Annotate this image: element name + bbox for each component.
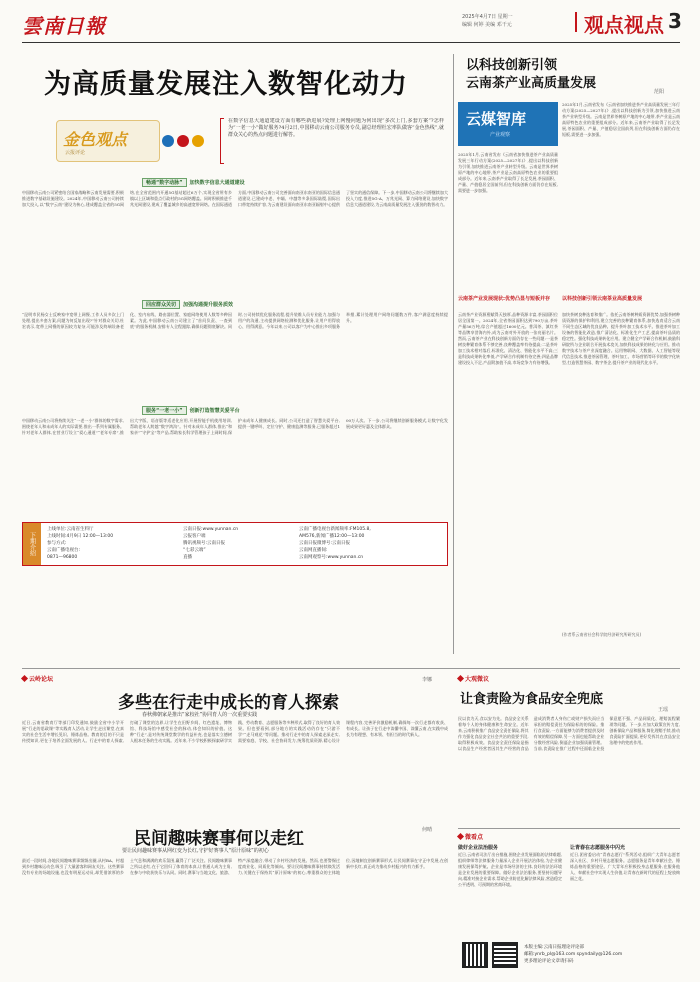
issue-date: 2025年4月7日 星期一: [462, 14, 513, 20]
section1-header: [142, 178, 245, 187]
education-author: 李娜: [422, 677, 433, 683]
right-subhead-2: 云南茶产业发展现状:优势凸显与短板并存: [458, 296, 551, 302]
broadcast-box: [22, 522, 448, 566]
micro-title-2: 让青春在志愿服务中闪光: [570, 845, 626, 851]
forum-label-text: 云岭论坛: [29, 676, 54, 683]
section2-text: “昆明市民杨女士反映家中宽带上网慢,工作人员多次上门处理,提出多套方案,问题为何反复出现?”针对群众关切,杜宏表示,宽带上网慢的原因较为复杂,可能涉及终端设备老化、室内布线、路由器位置、家庭网络使用人数等多种因素。为此,中国移动云南公司建立了“首问负责、一查到底”的服务机制,安排专人全程跟踪,确保问题彻底解决。同时,公司持续优化服务流程,提升装维人员专业能力,加强与用户的沟通,主动提供网络检测和优化服务,让用户用得放心、用得满意。今年以来,公司以客户为中心推出多项服务举措,累计处理用户网络问题数万件,客户满意度持续提升。: [22, 312, 448, 329]
right-text-2: 云南茶产业资源禀赋得天独厚,品种资源丰富,茶园面积位居全国第一。2024年,全省茶园面积达到790万亩,茶叶产量56万吨,综合产值超过1600亿元。普洱茶、滇红茶等品牌享誉海内外,成为云南对外开放的一张亮丽名片。然而,云南茶产业在科技创新方面仍存在一些问题:一是茶树良种繁育体系不够完善,良种覆盖率有待提高;二是茶叶加工技术相对落后,标准化、清洁化、智能化水平不高;三是科技成果转化率低,产学研合作机制有待完善;四是品牌建设投入不足,产品附加值不高,市场竞争力有待增强。: [458, 312, 558, 365]
education-text: 近日,云南省教育厅等部门印发通知,鼓励全省中小学开展“行走的思政课”等实践育人活动,让学生走出课堂,在真实的社会生活中增长见识、锤炼品格。教育的目的不只是传授知识,更在于培养全面发展的人。行走中的育人探索,打破了课堂的边界,让学生在田野乡间、红色遗址、博物馆、科技场馆中感受社会的脉动,体会知识的价值。这种“行走”,是对传统课堂教学的有益补充,也是落实立德树人根本任务的生动实践。近年来,不少学校积极探索研学实践、劳动教育、志愿服务等多种形式,取得了良好的育人效果。但也要看到,部分地方的实践活动仍存在“只游不学”“走马观花”等问题。推动行走中的育人探索走深走实,需要家庭、学校、社会协同发力,统筹优质资源,精心设计课程内容,完善评价激励机制,确保每一次行走都有收获、有成长。让孩子在行走中读懂中国、读懂云南,在实践中成长为有理想、有本领、有担当的时代新人。: [22, 720, 448, 743]
section-rule: [22, 668, 680, 669]
education-deck: 春秋佛朝家是推出“家校社”协同育人的一次重要实践: [142, 712, 258, 718]
golden-view-badge: [56, 120, 160, 162]
folk-author: 何晴: [422, 827, 433, 833]
section2-header: [142, 300, 233, 309]
forum-icon: [21, 675, 28, 682]
sponsor-logo-icon: [162, 135, 174, 147]
food-label-text: 大观微议: [465, 676, 490, 683]
lead-intro: 在数字信息大通道建设方面有哪些新进展?处理上网慢问题为何出现“多次上门,多套方案”?怎样为“一老一小”做好服务?4月2日,中国移动云南公司服务专员,副总经理杜宏率队做客“金色热线”,就群众关心的热点问题进行解答。: [228, 118, 444, 138]
micro-view: [458, 832, 680, 972]
badge-logos: [162, 126, 210, 156]
section1-subtitle: 加快数字信息大通道建设: [189, 180, 245, 186]
micro-text-1: 近日,云南省司法厅出台措施,围绕企业发展面临的法律难题,组织律师等法律服务力量深入企业开展法治体检,为企业健康发展保驾护航。企业是市场经济的主体,良好的法治环境是企业发展的重要保障。做好企业法治服务,要坚持问题导向,精准对接企业需求,帮助企业防范化解法律风险,营造稳定公平透明、可预期的营商环境。: [458, 852, 562, 887]
think-tank-badge: [458, 102, 558, 146]
section2-title: 回应群众关切: [142, 300, 180, 309]
qr-code-icon[interactable]: [492, 942, 518, 968]
sponsor-logo-icon: [192, 135, 204, 147]
right-subhead-3: 以科技创新引领云南茶业高质量发展: [562, 296, 643, 302]
issue-editor: 编辑 何婷 美编 邓干元: [462, 22, 512, 28]
education-headline: 多些在行走中成长的育人探索: [118, 693, 339, 713]
micro-label: [458, 832, 483, 841]
section3-subtitle: 创新打造智慧关爱平台: [189, 408, 240, 414]
section-name: 观点视点: [584, 13, 664, 37]
broadcast-mid: 云南日报:www.yunnan.cn 云报客户端 腾讯视频号:云南日报 “七彩云端” 直播: [183, 527, 239, 560]
folk-headline: 民间趣味赛事何以走红: [134, 829, 304, 849]
food-label: [458, 674, 489, 683]
broadcast-right: 云南广播电视台新闻频率:FM105.8, AM576,新闻广播12:00—13:00 云南日报微博号:云南日报 云南网直播间: 云南网观察号:www.yunnan.cn: [299, 527, 371, 560]
right-footer: (作者系云南省社会科学院经济研究所研究员): [562, 632, 642, 637]
right-headline-1: 以科技创新引领: [466, 58, 558, 73]
newspaper-logo: 雲南日報: [22, 14, 106, 38]
food-article: [458, 674, 680, 824]
food-headline: 让食责险为食品安全兜底: [460, 692, 604, 707]
page-number: 3: [668, 9, 682, 33]
micro-label-text: 微看点: [465, 834, 484, 841]
section3-title: 服务“一老一小”: [142, 406, 187, 415]
broadcast-time: 上线单位:云南省生料厅 上线时间:4月9日 12:00—13:00 参与方式: 云南广播电视台: 0871—96800: [47, 527, 114, 560]
food-author: 王瑶: [658, 707, 669, 713]
micro-title-1: 做好企业法治服务: [458, 845, 499, 851]
sponsor-logo-icon: [177, 135, 189, 147]
micro-text-2: 近日,团省委启动“青春志愿行”系列活动,组织广大青年志愿者深入社区、乡村开展志愿服务。志愿服务是青年奉献社会、锤炼品格的重要途径。广大青年应积极投身志愿服务,在服务他人、奉献社会中实现人生价值,让青春在新时代的征程上绽放绚丽之花。: [570, 852, 680, 881]
section3-header: [142, 406, 240, 415]
masthead-rule: [22, 42, 680, 43]
qr-code-icon[interactable]: [462, 942, 488, 968]
diamond-icon: [457, 833, 464, 840]
badge-title: 金色观点: [63, 130, 128, 149]
folk-deck: 要让民间趣味赛事从网红变为长红,守护好赛事人“原汁原味”的初心: [122, 848, 269, 854]
folk-article: [22, 822, 448, 972]
forum-label: [22, 674, 53, 683]
lead-story: [22, 48, 448, 668]
food-text: 民以食为天,食以安为先。食品安全关系着每个人的身体健康和生命安全。近年来,云南积极推广食品安全责任保险,将其作为强化食品安全社会共治的重要手段,取得积极成效。食品安全责任保险是指以食品生产经营者因其生产经营的食品造成消费者人身伤亡或财产损失而应当承担的赔偿责任为保险标的的保险。推行食责险,一方面能够为消费者提供及时有效的赔偿保障,另一方面也能帮助企业分散经营风险,倒逼企业加强质量管理。当前,食责险在推广过程中还面临企业投保意愿不强、产品同质化、理赔流程繁琐等问题。下一步,应加大政策宣传力度,创新保险产品和服务,简化理赔手续,推动食责险扩面提质,更好发挥其在食品安全治理中的兜底作用。: [458, 716, 680, 751]
right-author: 范阳: [654, 89, 665, 95]
intro-bracket: [220, 118, 224, 164]
masthead: [0, 0, 700, 46]
section1-text: 中国移动云南公司紧密结合国家战略和云南发展需要,积极推进数字基础设施建设。2024年,中国移动云南公司持续加大投入,以“数字云南”建设为核心,建成覆盖全省的5G网络,在全省范围内开通5G基站超过6万个,实现全省所有乡镇以上区域和重点行政村的5G网络覆盖。同时积极推进千兆光网建设,建成了覆盖城乡的高速宽带网络。在国际通道方面,中国移动云南公司完善面向南亚东南亚的国际信息通道建设,已建成中老、中缅、中越等多条国际陆缆,国际出口带宽持续扩容,为云南建设面向南亚东南亚辐射中心提供了坚实的通信保障。下一步,中国移动云南公司将继续加大投入力度,推进5G-A、万兆光网、算力网络建设,加快数字信息大通道建设,为云南高质量发展注入强劲的数智动力。: [22, 190, 448, 207]
weibo-rule: [458, 828, 680, 829]
right-headline-2: 云南茶产业高质量发展: [466, 76, 597, 91]
think-tank-title: 云媒智库: [466, 110, 527, 128]
right-text-top: 2025年1月,云南省发布《云南省加快推进茶产业高质量发展三年行动方案(2025—2027年)》,提出以科技创新为引领,加快推进云南茶产业转型升级。云南是世界茶树原产地的中心地带,茶产业是云南高原特色农业的重要组成部分。近年来,云南茶产业取得了长足发展,茶园面积、产量、产值稳居全国前列,但在科技创新方面仍存在短板,需要进一步加强。: [562, 102, 680, 137]
think-tank-subtitle: 产业观察: [490, 132, 511, 138]
right-text-3: 加快茶树良种选育和推广。依托云南茶树种质资源优势,加强茶树种质资源的保护和利用,建立完善的良种繁育体系,加快选育适合云南不同生态区域的优良品种。提升茶叶加工技术水平。推进茶叶加工设备的智能化改造,推广清洁化、标准化生产工艺,提高茶叶品质的稳定性。强化科技成果转化应用。建立健全产学研合作机制,鼓励科研院所与企业联合开展技术攻关,加快科技成果的转化与应用。推动数字技术与茶产业深度融合。运用物联网、大数据、人工智能等现代信息技术,推进茶园管理、茶叶加工、市场营销等环节的数字化转型,打造智慧茶园、数字茶企,提升茶产业的现代化水平。: [562, 312, 680, 365]
badge-subtitle: 云报评论: [65, 150, 86, 156]
contact-info: 本版主编:云南日报理论评论部 邮箱:ynrb_pl@163.com spyndaily@126.com 更多理论评论文章请扫码: [524, 945, 623, 964]
lead-headline: 为高质量发展注入数智化动力: [44, 69, 408, 100]
section-divider: [575, 12, 577, 32]
right-column: [458, 54, 680, 654]
right-text-left-1: 2025年1月,云南省发布《云南省加快推进茶产业高质量发展三年行动方案(2025—2027年)》,提出以科技创新为引领,加快推进云南茶产业转型升级。云南是世界茶树原产地的中心地带,茶产业是云南高原特色农业的重要组成部分。近年来,云南茶产业取得了长足发展,茶园面积、产量、产值稳居全国前列,但在科技创新方面仍存在短板,需要进一步加强。: [458, 152, 558, 193]
broadcast-side-label: 下期介绍: [23, 523, 41, 565]
section1-title: 畅通“数字动脉”: [142, 178, 187, 187]
section3-text: 中国移动云南公司将持续关注“一老一小”群体的数字需求,围绕老年人和未成年人的实际需要,推出一系列专属服务。针对老年人群体,在营业厅设立“爱心通道”“老年专席”,推出大字版、语音版等适老化应用,开展智能手机使用培训,帮助老年人跨越“数字鸿沟”。针对未成年人群体,推出“和家亲”“守护宝”等产品,帮助家长科学管理孩子上网时间,保护未成年人健康成长。同时,公司还打造了智慧关爱平台,提供一键呼叫、定位守护、健康监测等服务,已服务超过100万人次。下一步,公司将继续创新服务模式,让数字化发展成果更好惠及全体群众。: [22, 418, 448, 435]
folk-text: 最近一段时间,各地民间趣味赛事频频出圈,从村BA、村超到乡村趣味运动会,吸引了大量游客和网友关注。这些赛事没有专业的场地设施,也没有明星运动员,却凭借浓厚的乡土气息和满满的欢乐氛围,赢得了广泛关注。民间趣味赛事之所以走红,在于它回归了体育的本真,让普通人成为主角,在参与中收获快乐与认同。同时,赛事与当地文化、旅游、特产深度融合,带动了乡村经济的发展。然而,也要警惕过度商业化、同质化等倾向。要让民间趣味赛事持续焕发活力,关键在于保持其“原汁原味”的初心,尊重群众的主体地位,因地制宜创新赛事形式,让民间赛事在守正中发展,在创新中长红,真正成为推动乡村振兴的有力抓手。: [22, 858, 448, 875]
section2-subtitle: 加强沟通提升服务质效: [183, 302, 234, 308]
diamond-icon: [457, 675, 464, 682]
column-divider: [453, 54, 454, 654]
